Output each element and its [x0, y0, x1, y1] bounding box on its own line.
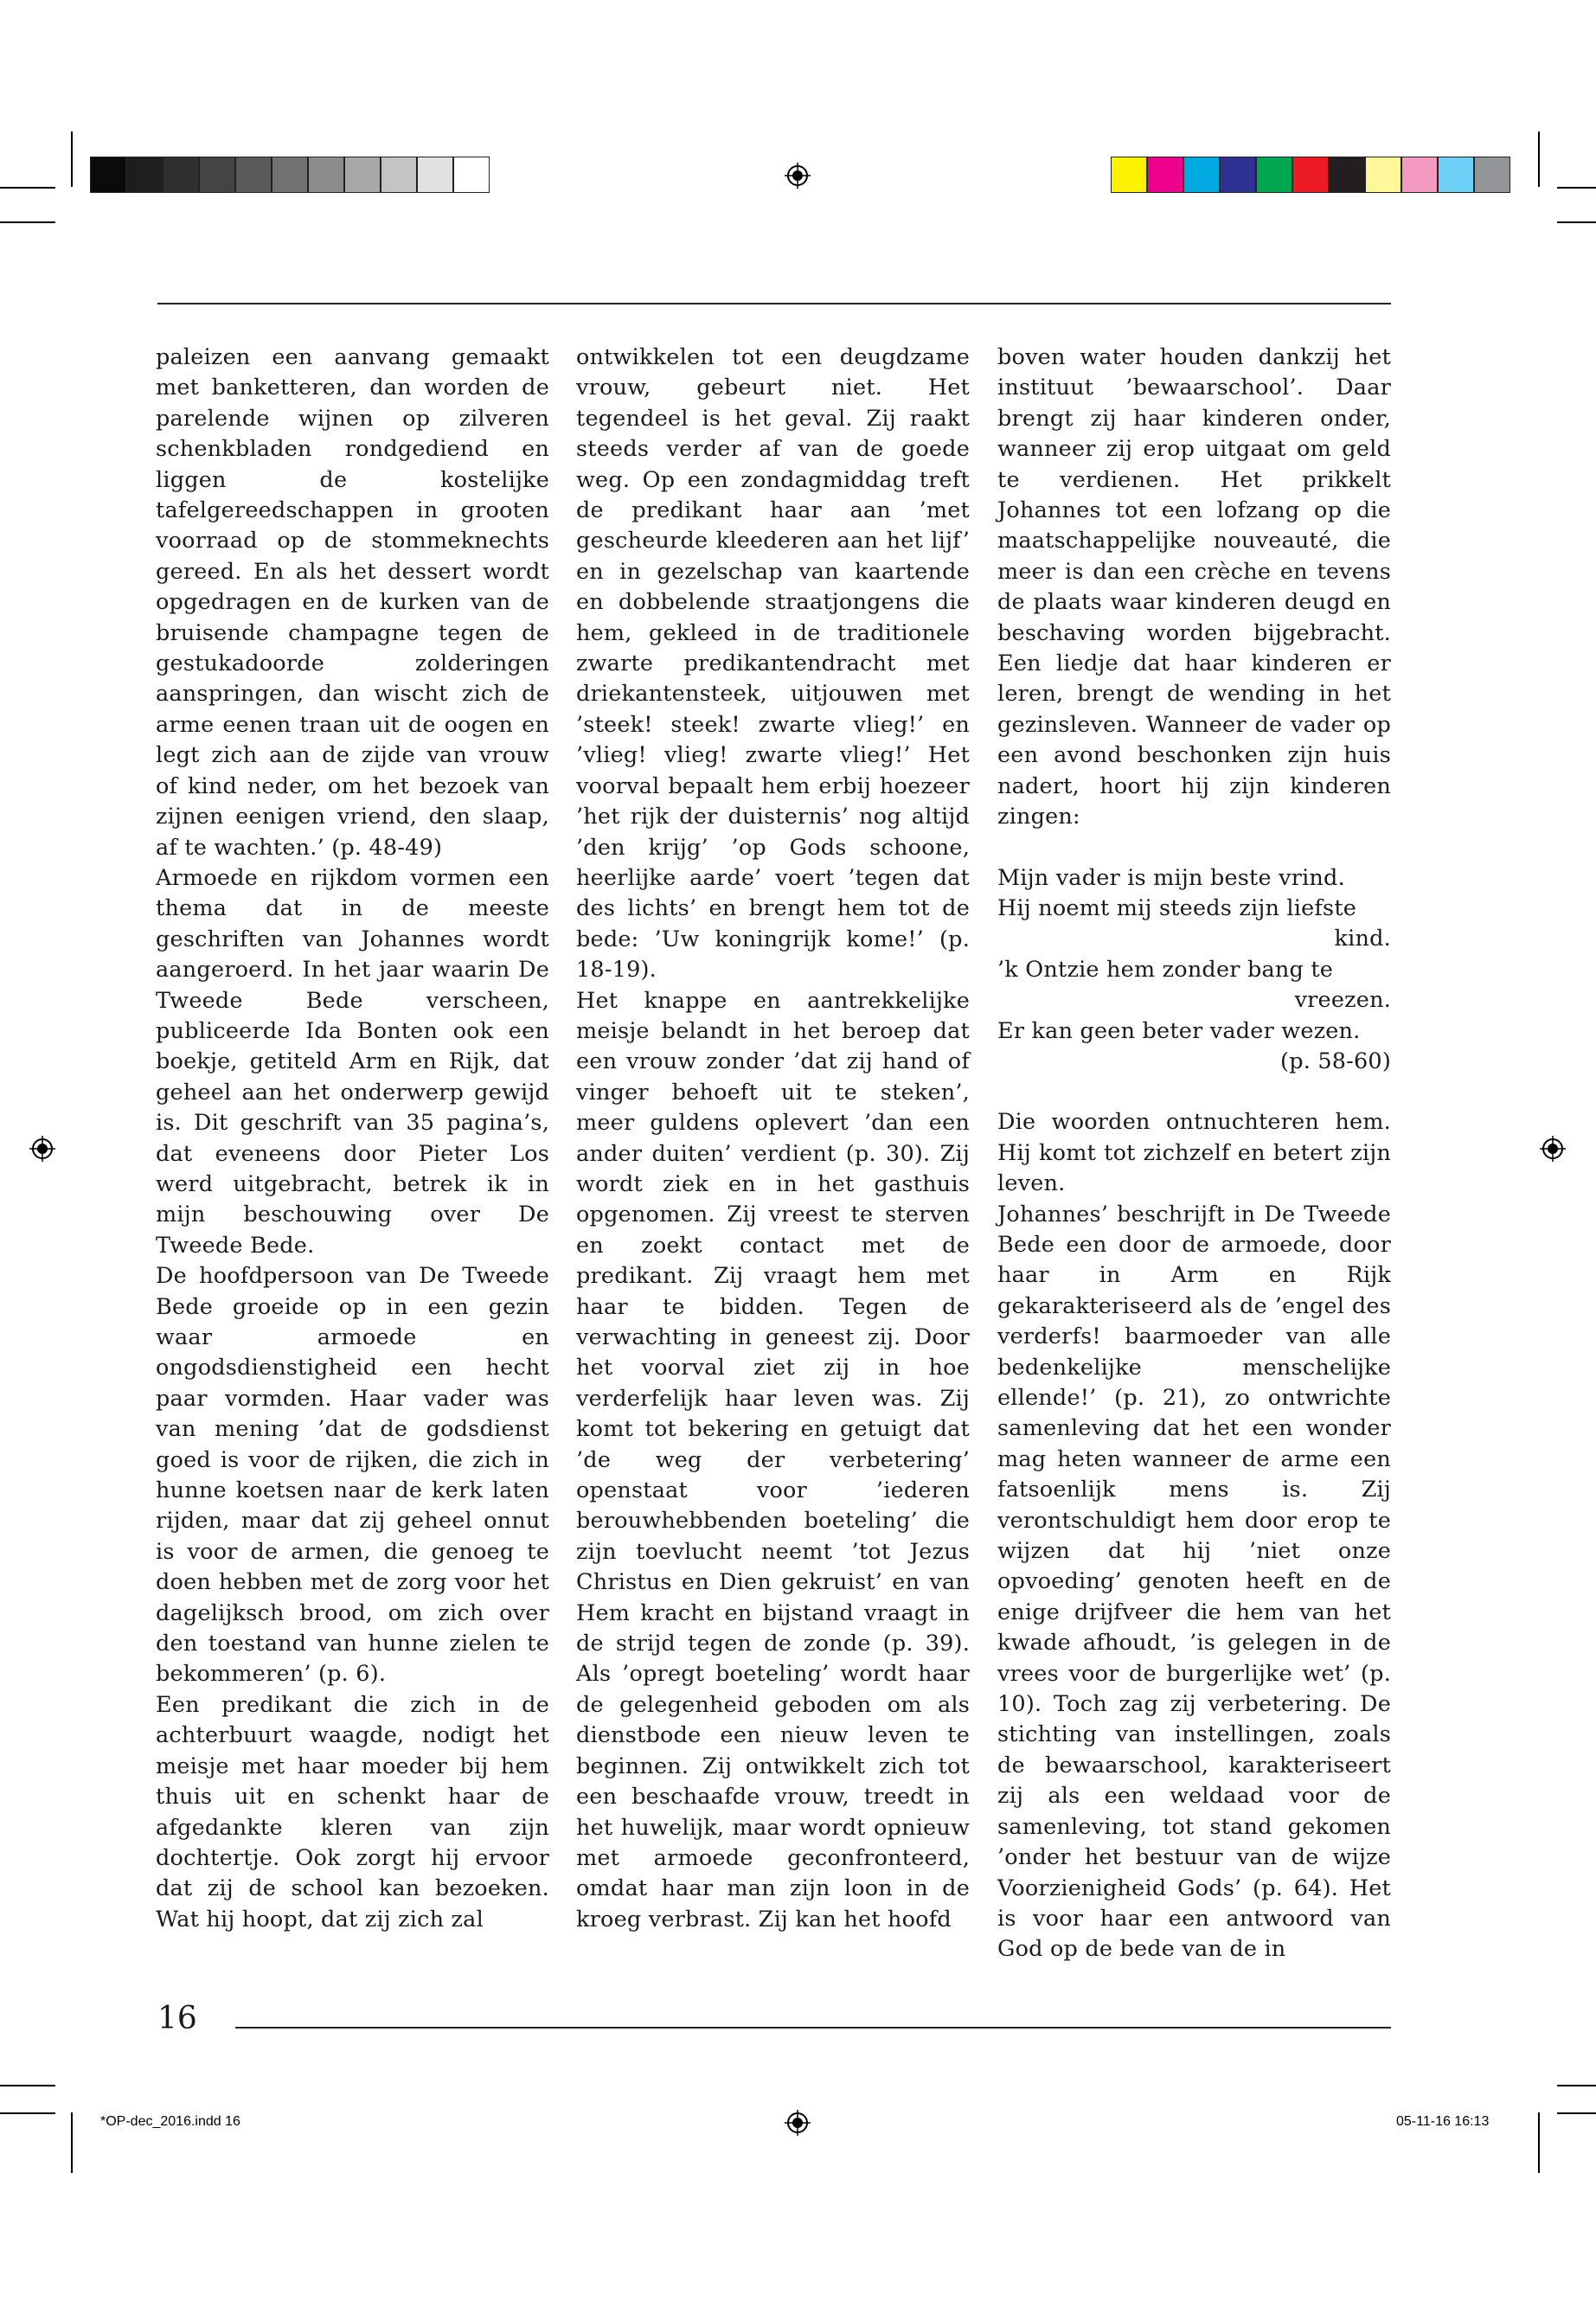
color-swatch: [235, 157, 272, 193]
paragraph: Die woorden ontnuchteren hem. Hij komt tot zichzelf en betert zijn leven.: [997, 1109, 1391, 1197]
crop-mark: [1557, 221, 1596, 223]
text-column-3: [997, 343, 1391, 1965]
paragraph: De hoofdpersoon van De Tweede Bede groeide op in een gezin waar armoede en ongodsdienstigheid een hecht paar vormden. Haar vader was van mening ’dat de godsdienst goed is voor de rijken, die zich in hunne koetsen naar de kerk laten rijden, maar dat zij geheel onnut is voor de armen, die genoeg te doen hebben met de zorg voor het dagelijksch brood, om zich over den toestand van hunne zielen te bekommeren’ (p. 6).: [156, 1263, 549, 1688]
poem-line: vreezen.: [1294, 987, 1391, 1014]
color-swatch: [1401, 157, 1438, 193]
paragraph: paleizen een aanvang gemaakt met banketteren, dan worden de parelende wijnen op zilveren schenkbladen rondgediend en liggen de kostelijke tafelgereedschappen in grooten voorraad op de stommeknechts gereed. En als het dessert wordt opgedragen en de kurken van de bruisende champagne tegen de gestukadoorde zolderingen aanspringen, dan wischt zich de arme eenen traan uit de oogen en legt zich aan de zijde van vrouw of kind neder, om het bezoek van zijnen eenigen vriend, den slaap, af te wachten.’ (p. 48-49): [156, 344, 549, 861]
color-swatch: [1256, 157, 1292, 193]
page-number: 16: [157, 2001, 197, 2036]
color-swatch: [1329, 157, 1365, 193]
slug-filename: *OP-dec_2016.indd 16: [100, 2114, 240, 2129]
text-column-1: [156, 343, 549, 1935]
header-rule: [157, 303, 1391, 304]
registration-mark-icon: [785, 163, 811, 189]
color-swatch: [308, 157, 344, 193]
crop-mark: [1538, 2112, 1540, 2173]
text-column-2: [576, 343, 970, 1935]
crop-mark: [71, 131, 73, 187]
color-swatch: [1220, 157, 1256, 193]
crop-mark: [0, 187, 55, 189]
crop-mark: [1557, 2085, 1596, 2086]
paragraph: Armoede en rijkdom vormen een thema dat in de meeste geschriften van Johannes wordt aangeroerd. In het jaar waarin De Tweede Bede verscheen, publiceerde Ida Bonten ook een boekje, getiteld Arm en Rijk, dat geheel aan het onderwerp gewijd is. Dit geschrift van 35 pagina’s, dat eveneens door Pieter Los werd uitgebracht, betrek ik in mijn beschouwing over De Tweede Bede.: [156, 864, 549, 1259]
color-swatch: [1438, 157, 1474, 193]
paragraph: Het knappe en aantrekkelijke meisje belandt in het beroep dat een vrouw zonder ’dat zij hand of vinger behoeft uit te steken’, meer guldens oplevert ’dan een ander duiten’ verdient (p. 30). Zij wordt ziek en in het gasthuis opgenomen. Zij vreest te sterven en zoekt contact met de predikant. Zij vraagt hem met haar te bidden. Tegen de verwachting in geneest zij. Door het voorval ziet zij in hoe verderfelijk haar leven was. Zij komt tot bekering en getuigt dat ’de weg der verbetering’ openstaat voor ’iederen berouwhebbenden boeteling’ die zijn toevlucht neemt ’tot Jezus Christus en Dien gekruist’ en van Hem kracht en bijstand vraagt in de strijd tegen de zonde (p. 39). Als ’opregt boeteling’ wordt haar de gelegenheid geboden om als dienstbode een nieuw leven te beginnen. Zij ontwikkelt zich tot een beschaafde vrouw, treedt in het huwelijk, maar wordt opnieuw met armoede geconfronteerd, omdat haar man zijn loon in de kroeg verbrast. Zij kan het hoofd: [576, 987, 970, 1932]
registration-mark-icon: [785, 2110, 811, 2136]
slug-timestamp: 05-11-16 16:13: [1396, 2114, 1490, 2129]
crop-mark: [71, 2112, 73, 2173]
color-swatch: [1111, 157, 1147, 193]
color-swatch: [126, 157, 163, 193]
crop-mark: [0, 2085, 55, 2086]
color-swatch: [90, 157, 126, 193]
color-swatch: [381, 157, 417, 193]
color-swatch: [199, 157, 235, 193]
color-swatch: [163, 157, 199, 193]
crop-mark: [1557, 187, 1596, 189]
color-swatch: [1365, 157, 1401, 193]
crop-mark: [0, 221, 55, 223]
crop-mark: [1538, 131, 1540, 187]
color-swatch: [344, 157, 381, 193]
color-swatch: [272, 157, 308, 193]
registration-mark-icon: [1540, 1136, 1566, 1162]
poem-line: ’k Ontzie hem zonder bang te: [997, 956, 1334, 983]
crop-mark: [0, 2112, 55, 2114]
registration-mark-icon: [29, 1136, 55, 1162]
color-swatch: [1183, 157, 1220, 193]
poem-line: Er kan geen beter vader wezen.: [997, 1017, 1361, 1044]
poem-line: kind.: [1334, 926, 1391, 952]
color-swatch: [417, 157, 453, 193]
color-swatch: [1292, 157, 1329, 193]
color-swatch: [1474, 157, 1510, 193]
color-swatch: [453, 157, 490, 193]
grayscale-color-bar: [90, 157, 490, 193]
poem-reference: (p. 58-60): [1280, 1048, 1391, 1074]
process-color-bar: [1111, 157, 1510, 193]
paragraph: Johannes’ beschrijft in De Tweede Bede een door de armoede, door haar in Arm en Rijk gekarakteriseerd als de ’engel des verderfs! baarmoeder van alle bedenkelijke menschelijke ellende!’ (p. 21), zo ontwrichte samenleving dat het een wonder mag heten wanneer de arme een fatsoenlijk mens is. Zij verontschuldigt hem door erop te wijzen dat hij ’niet onze opvoeding’ genoten heeft en de enige drijfveer die hem van het kwade afhoudt, ’is gelegen in de vrees voor de burgerlijke wet’ (p. 10). Toch zag zij verbetering. De stichting van instellingen, zoals de bewaarschool, karakteriseert zij als een weldaad voor de samenleving, tot stand gekomen ’onder het bestuur van de wijze Voorzienigheid Gods’ (p. 64). Het is voor haar een antwoord van God op de bede van de in: [997, 1201, 1391, 1963]
footer-rule: [235, 2027, 1391, 2029]
paragraph: Een predikant die zich in de achterbuurt waagde, nodigt het meisje met haar moeder bij hem thuis uit en schenkt haar de afgedankte kleren van zijn dochtertje. Ook zorgt hij ervoor dat zij de school kan bezoeken. Wat hij hoopt, dat zij zich zal: [156, 1691, 549, 1932]
poem-line: Hij noemt mij steeds zijn liefste: [997, 894, 1357, 921]
paragraph: boven water houden dankzij het instituut ’bewaarschool’. Daar brengt zij haar kinderen onder, wanneer zij erop uitgaat om geld te verdienen. Het prikkelt Johannes tot een lofzang op die maatschappelijke nouveauté, die meer is dan een crèche en tevens de plaats waar kinderen deugd en beschaving worden bijgebracht. Een liedje dat haar kinderen er leren, brengt de wending in het gezinsleven. Wanneer de vader op een avond beschonken zijn huis nadert, hoort hij zijn kinderen zingen:: [997, 344, 1391, 830]
paragraph: ontwikkelen tot een deugdzame vrouw, gebeurt niet. Het tegendeel is het geval. Zij raakt steeds verder af van de goede weg. Op een zondagmiddag treft de predikant haar aan ’met gescheurde kleederen aan het lijf’ en in gezelschap van kaartende en dobbelende straatjongens die hem, gekleed in de traditionele zwarte predikantendracht met driekantensteek, uitjouwen met ’steek! steek! zwarte vlieg!’ en ’vlieg! vlieg! zwarte vlieg!’ Het voorval bepaalt hem erbij hoezeer ’het rijk der duisternis’ nog altijd ’den krijg’ ’op Gods schoone, heerlijke aarde’ voert ’tegen dat des lichts’ en brengt hem tot de bede: ’Uw koningrijk kome!’ (p. 18-19).: [576, 344, 970, 984]
color-swatch: [1147, 157, 1183, 193]
poem-line: Mijn vader is mijn beste vrind.: [997, 864, 1345, 891]
crop-mark: [1557, 2112, 1596, 2114]
